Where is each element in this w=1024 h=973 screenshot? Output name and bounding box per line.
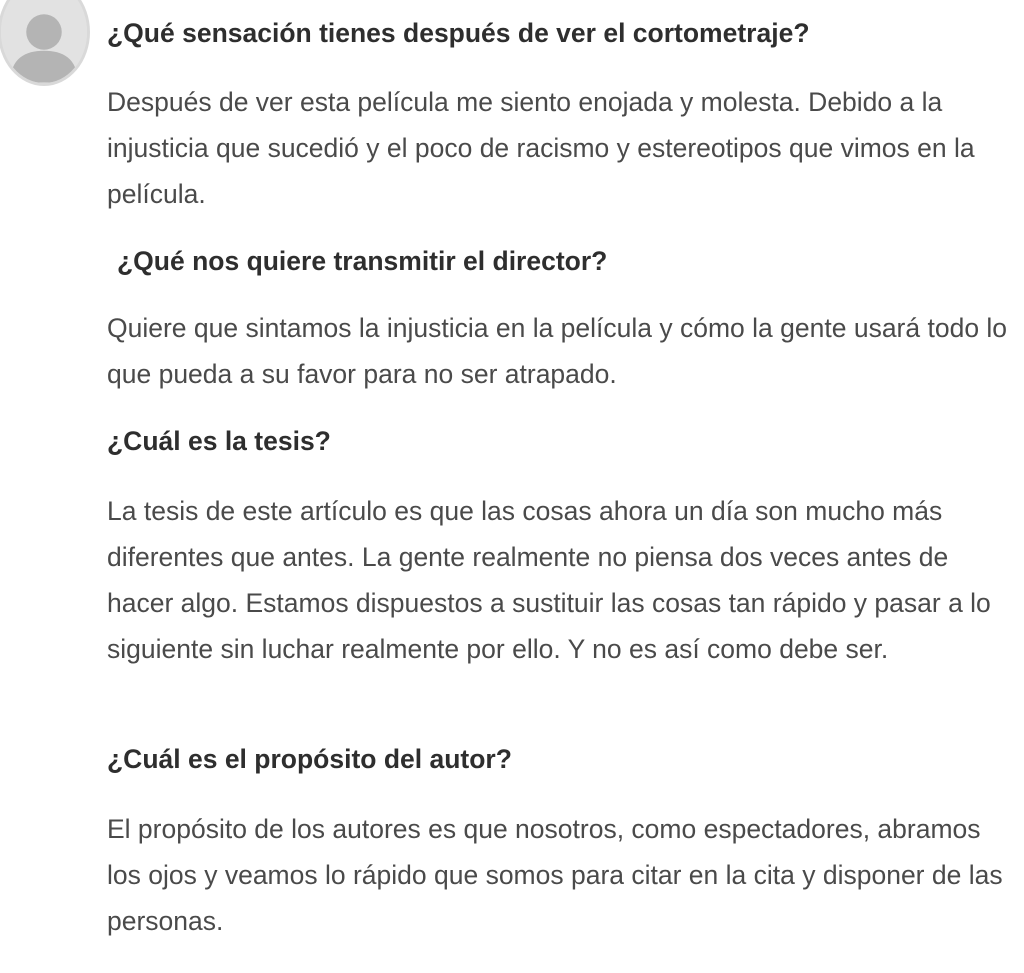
- avatar[interactable]: [0, 0, 90, 86]
- question-heading: ¿Qué nos quiere transmitir el director?: [117, 246, 608, 276]
- answer-text: Después de ver esta película me siento enojada y molesta. Debido a la injusticia que sucedió y el poco de racismo y estereotipos que vimos en la película.: [107, 87, 975, 209]
- answer-text: La tesis de este artículo es que las cosas ahora un día son mucho más diferentes que antes. La gente realmente no piensa dos veces antes de hacer algo. Estamos dispuestos a sustituir las cosas tan rápido y pasar a lo siguiente sin luchar realmente por ello. Y no es así como debe ser.: [107, 496, 991, 664]
- answer-text: Quiere que sintamos la injusticia en la película y cómo la gente usará todo lo que pueda a su favor para no ser atrapado.: [107, 313, 1008, 389]
- question-heading: ¿Cuál es el propósito del autor?: [107, 744, 512, 774]
- user-placeholder-icon: [1, 0, 87, 83]
- answer-text: El propósito de los autores es que nosotros, como espectadores, abramos los ojos y veamos lo rápido que somos para citar en la cita y disponer de las personas.: [107, 814, 1003, 936]
- question-heading: ¿Cuál es la tesis?: [107, 426, 331, 456]
- question-heading: ¿Qué sensación tienes después de ver el cortometraje?: [107, 18, 810, 48]
